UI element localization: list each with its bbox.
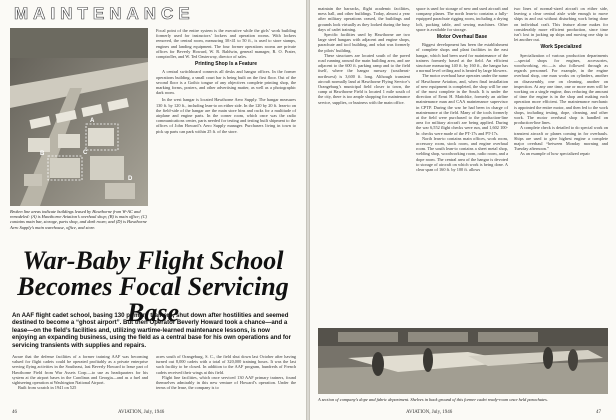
aerial-photo-caption: Broken line areas indicate buildings leased by Hawthorne from W-AC and remodeled: (A) is Hawthorne Aviation’s overhaul shop; (B) is main office; (C) contains main bar, storage, parts shop, and dark room; and (D) is Hawthorne Aero Supply’s main warehouse, office, and store. xyxy=(10,209,148,230)
paragraph: maintain the barracks, flight academic facilities, mess hall, and other buildings. Today, almost a year after military operations ceased, the buildings and grounds look virtually as they looked during the busy days of cadet training. xyxy=(318,6,410,32)
paragraph: In the west hangar is located Hawthorne Aero Supply. The hangar measures 130 ft. by 120 ft., including lean-to on either side. In the 120 by 20 ft. lean-to on the field-side of the hangar are the main store bins and racks for a multitude of airplane and engine parts. In the corner room, which once was the radio communications center, parts needed for testing and testing built shipment to the offices of John Howard’s Aero Supply manager. Purchasers living in town to pick up parts can park within 25 ft. of the store. xyxy=(156,97,296,134)
footer-right: AVIATION, July, 1946 xyxy=(406,410,453,415)
paragraph: two lines of normal-sized aircraft on either side, leaving a clear central aisle wide enough to move ships in and out without disturbing work being done on individual craft. This feature alone makes for considerably more efficient production, since time isn’t lost in jacking up ships and moving one ship to let another out. xyxy=(514,6,608,43)
aerial-photo xyxy=(10,28,148,206)
left-body-column-2 xyxy=(156,354,296,406)
page-number-right: 47 xyxy=(596,410,601,415)
left-upper-column xyxy=(156,28,296,240)
article-headline: War-Baby Flight School Becomes Focal Servicing Base xyxy=(17,246,289,327)
right-page xyxy=(310,0,616,420)
subhead-motor-overhaul: Motor Overhaul Base xyxy=(436,34,488,41)
paragraph: As an example of how specialized repair xyxy=(520,151,590,157)
article-deck: An AAF flight cadet school, basing 130 primary trainers, shut down after hostilities and seemed destined to become a “ghost airport”. But then Operator Beverly Howard took a chance—and a lease—on the field’s facilities and, utilizing wartime-learned maintenance lessons, is now enjoying an expanding business, using the field as a central base for his own operations and for servicing transients with supplies and repairs. xyxy=(12,312,292,349)
paragraph: Biggest development has been the establishment of complete shops and plant facilities in the east hangar, which had been used for maintenance of the trainers formerly based at the field. An efficient structure measuring 140 ft. by 160 ft., the hangar has a normal level ceiling and is heated by large blowers. xyxy=(416,42,508,74)
left-page xyxy=(0,0,306,420)
right-column-1 xyxy=(318,6,410,324)
paragraph: Aware that the defense facilities of a former training AAF was becoming valued for flight cadets could be operated profitably as a private enterprise serving flying activities in the Southeast, last Beverly Howard to lease part of Hawthorne Field from War Assets Corp.—to use as headquarters for his system at the airport bases in the Carolinas and Georgia—and as a fuel and sightseeing operation at Washington National Airport. xyxy=(12,354,148,386)
paragraph: Flight line facilities, which once serviced 130 AAF primary trainers, found themselves admirably in this new venture of Howard’s operation. Under the terms of the lease, the company is to xyxy=(156,374,296,391)
svg-text:A: A xyxy=(90,118,95,124)
left-body-column-1 xyxy=(12,354,148,406)
section-masthead: MAINTENANCE xyxy=(14,4,195,23)
paragraph: Specialization of various production departments—special shops for engines, accessories, woodworking, etc.—is also followed through as regards personnel. For example, in the engine overhaul shop, one man works on cylinders, another on disassembly, one on cleaning, another on inspection. At any one time, one or more men will be working on a single engine, thus reducing the amount of time the engine is in the shop and making each operation more efficient. The maintenance mechanic is appointed the entire motor, and then fed to the work shops, including testing, dope, cleaning, and other work. The motor overhaul shop is handled on production-line lines. xyxy=(514,52,608,126)
paragraph: Specific facilities used by Hawthorne are two large steel hangars with adjacent and engine shops, parachute and tool building, and what was formerly the pilots’ building. xyxy=(318,32,410,53)
subhead-printing-shop: Printing Shop Is a Feature xyxy=(195,61,257,68)
paragraph: A complete check is detailed to do special work on transient aircraft or planes coming in for overhauls. Ships are used to give highest engine a complete major overhaul “between Monday morning and Tuesday afternoon.” xyxy=(514,125,608,152)
fabric-photo-caption: A section of company’s dope and fabric department. Shelves in back ground of this former cadet ready-room once held parachutes. xyxy=(318,397,548,402)
paragraph: A central switchboard connects all desks and hangar offices. In the former operations building, a small court bar is being built on the first floor. Out of the second floor is a Gothic tongue of any objectives complete printing shop, the marking forms, posters, and other advertising matter, as well as a photographic dark room. xyxy=(156,69,296,96)
footer-left: AVIATION, July, 1946 xyxy=(118,410,165,415)
svg-text:D: D xyxy=(128,176,133,182)
paragraph: acres south of Orangeburg, S. C., the field shut down last October after having turned out 8,000 cadets with a total of 320,000 training hours. It was the last such facility to be closed. In addition to the AAF program, hundreds of French cadets received their wings at this field. xyxy=(156,354,296,375)
svg-text:B: B xyxy=(40,151,45,157)
paragraph: North lean-to contains main offices, work room, accessory room, stock room, and engine overhaul room. The south lean-to contains a sheet metal shop, welding shop, woodworking room, radio room, and a dope room. The central area of the hangar is devoted to storage of aircraft on which work is being done. A clear span of 160 ft. by 100 ft. allows xyxy=(416,135,508,173)
paragraph: Focal point of the entire system is the executive while the girls’ work building formerly used for instructors’ lockers and operation rooms. With lockers removed, the central room, measuring 30×41 to 50 ft., is used to store stamps, engines and landing equipment. The four former operations rooms are private offices for Beverly Howard, W. R. Baldwin, general manager, R. O. Prater, comptroller, and W. Ted Oasterway, director of sales. xyxy=(156,28,296,60)
paragraph: These structures are located south of the paved road running around the main building area, and are adjacent to the 600 ft. parking ramp and to the field itself, where the hangar runway (southeast-northwest) is 3,600 ft. long. Although transient aircraft normally land at Hawthorne Flying Service’s Orangeburg’s municipal field closer to town, the camp at Hawthorne Field is located 1 mile south of the city, there is too ample shopping for maintenance service, supplies, or business with the main office. xyxy=(318,52,410,105)
paragraph: The motor overhaul base operates under the name of Hawthorne Aviation, and, when final installation of new equipment is completed, the shop will be one of the most complete in the South. It is under the direction of Ernst H. Mattchke, formerly an airline maintenance man and CAA maintenance supervisor in CPTP. During the war he had been in charge of maintenance at the field. Many of the tools formerly at the field were purchased to the production-line area for military aircraft are being applied. During the war 6,552 flight checks were run, and 1,602 100-hr. checks were made of the PT-17s and PT-17s. xyxy=(416,73,508,136)
paragraph: Built from scratch in 1941 on 525 xyxy=(18,385,77,391)
right-column-2 xyxy=(416,6,508,324)
fabric-department-photo xyxy=(318,328,608,394)
subhead-work-specialized: Work Specialized xyxy=(540,44,582,51)
paragraph: space is used for storage of new and used aircraft and company planes. The north lean-to contains a fully-equipped parachute rigging room, including a drying loft, packing table, and sewing machines. Other space is available for storage. xyxy=(416,6,508,32)
right-column-3 xyxy=(514,6,608,324)
page-number-left: 46 xyxy=(12,410,17,415)
svg-text:C: C xyxy=(83,150,88,156)
